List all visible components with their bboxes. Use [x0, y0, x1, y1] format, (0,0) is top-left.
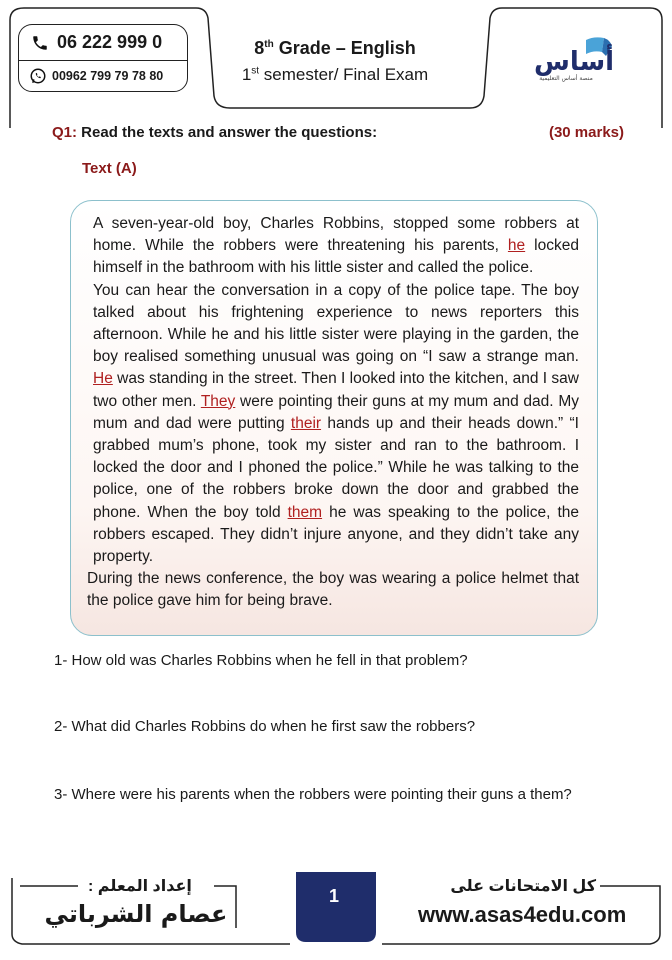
whatsapp-icon [29, 67, 47, 85]
phone-number: 06 222 999 0 [57, 32, 163, 52]
underlined-pronoun: their [290, 414, 322, 432]
underlined-pronoun: them [287, 503, 323, 521]
underlined-pronoun: They [200, 392, 236, 410]
page-number: 1 [328, 886, 339, 906]
passage-paragraph-3: During the news conference, the boy was wearing a police helmet that the police gave him for being brave. [87, 570, 579, 610]
teacher-label: إعداد المعلم : [88, 878, 192, 895]
reading-passage [70, 200, 598, 636]
logo-text: أساس [533, 47, 615, 77]
exam-grade-title: 8th Grade – English [254, 38, 416, 58]
footer-slogan: كل الامتحانات على [450, 878, 596, 895]
underlined-pronoun: He [93, 370, 113, 388]
text-title: Text (A) [82, 160, 137, 177]
asas-logo [516, 34, 616, 82]
website-link[interactable]: www.asas4edu.com [418, 902, 627, 927]
question-heading: Q1: Read the texts and answer the questions: [52, 124, 378, 141]
passage-paragraph-2: You can hear the conversation in a copy of the police tape. The boy talked about his frightening experience to news reporters this afternoon. While he and his little sister were playing in the garden, the boy realised something unusual was going on “I saw a strange man. He was standing in the street. Then I looked into the kitchen, and I saw two other men. They were pointing their guns at my mum and dad. My mum and dad were putting their hands up and their heads down.” “I grabbed mum’s phone, took my sister and ran to the bathroom. I locked the door and I phoned the police.” While he was talking to the police, one of the robbers broke down the door and grabbed the phone. When the boy told them he was speaking to the police, the robbers escaped. They didn’t injure anyone, and they didn’t take any property. [93, 281, 579, 566]
question-3: 3- Where were his parents when the robbers were pointing their guns a them? [54, 786, 572, 803]
question-marks: (30 marks) [548, 124, 624, 141]
teacher-name: عصام الشرباتي [44, 900, 228, 928]
underlined-pronoun: he [507, 237, 526, 255]
question-2: 2- What did Charles Robbins do when he first saw the robbers? [54, 718, 476, 735]
passage-paragraph-1: A seven-year-old boy, Charles Robbins, stopped some robbers at home. While the robbers were threatening his parents, he locked himself in the bathroom with his little sister and called the police. [93, 215, 579, 277]
whatsapp-number-box [18, 60, 188, 92]
exam-semester-title: 1st semester/ Final Exam [241, 65, 429, 84]
whatsapp-number: 00962 799 79 78 80 [52, 69, 164, 83]
phone-icon [31, 34, 49, 52]
question-1: 1- How old was Charles Robbins when he fell in that problem? [54, 652, 468, 669]
phone-number-box [18, 24, 188, 60]
logo-subtext: منصة أساس التعليمية [539, 75, 593, 82]
